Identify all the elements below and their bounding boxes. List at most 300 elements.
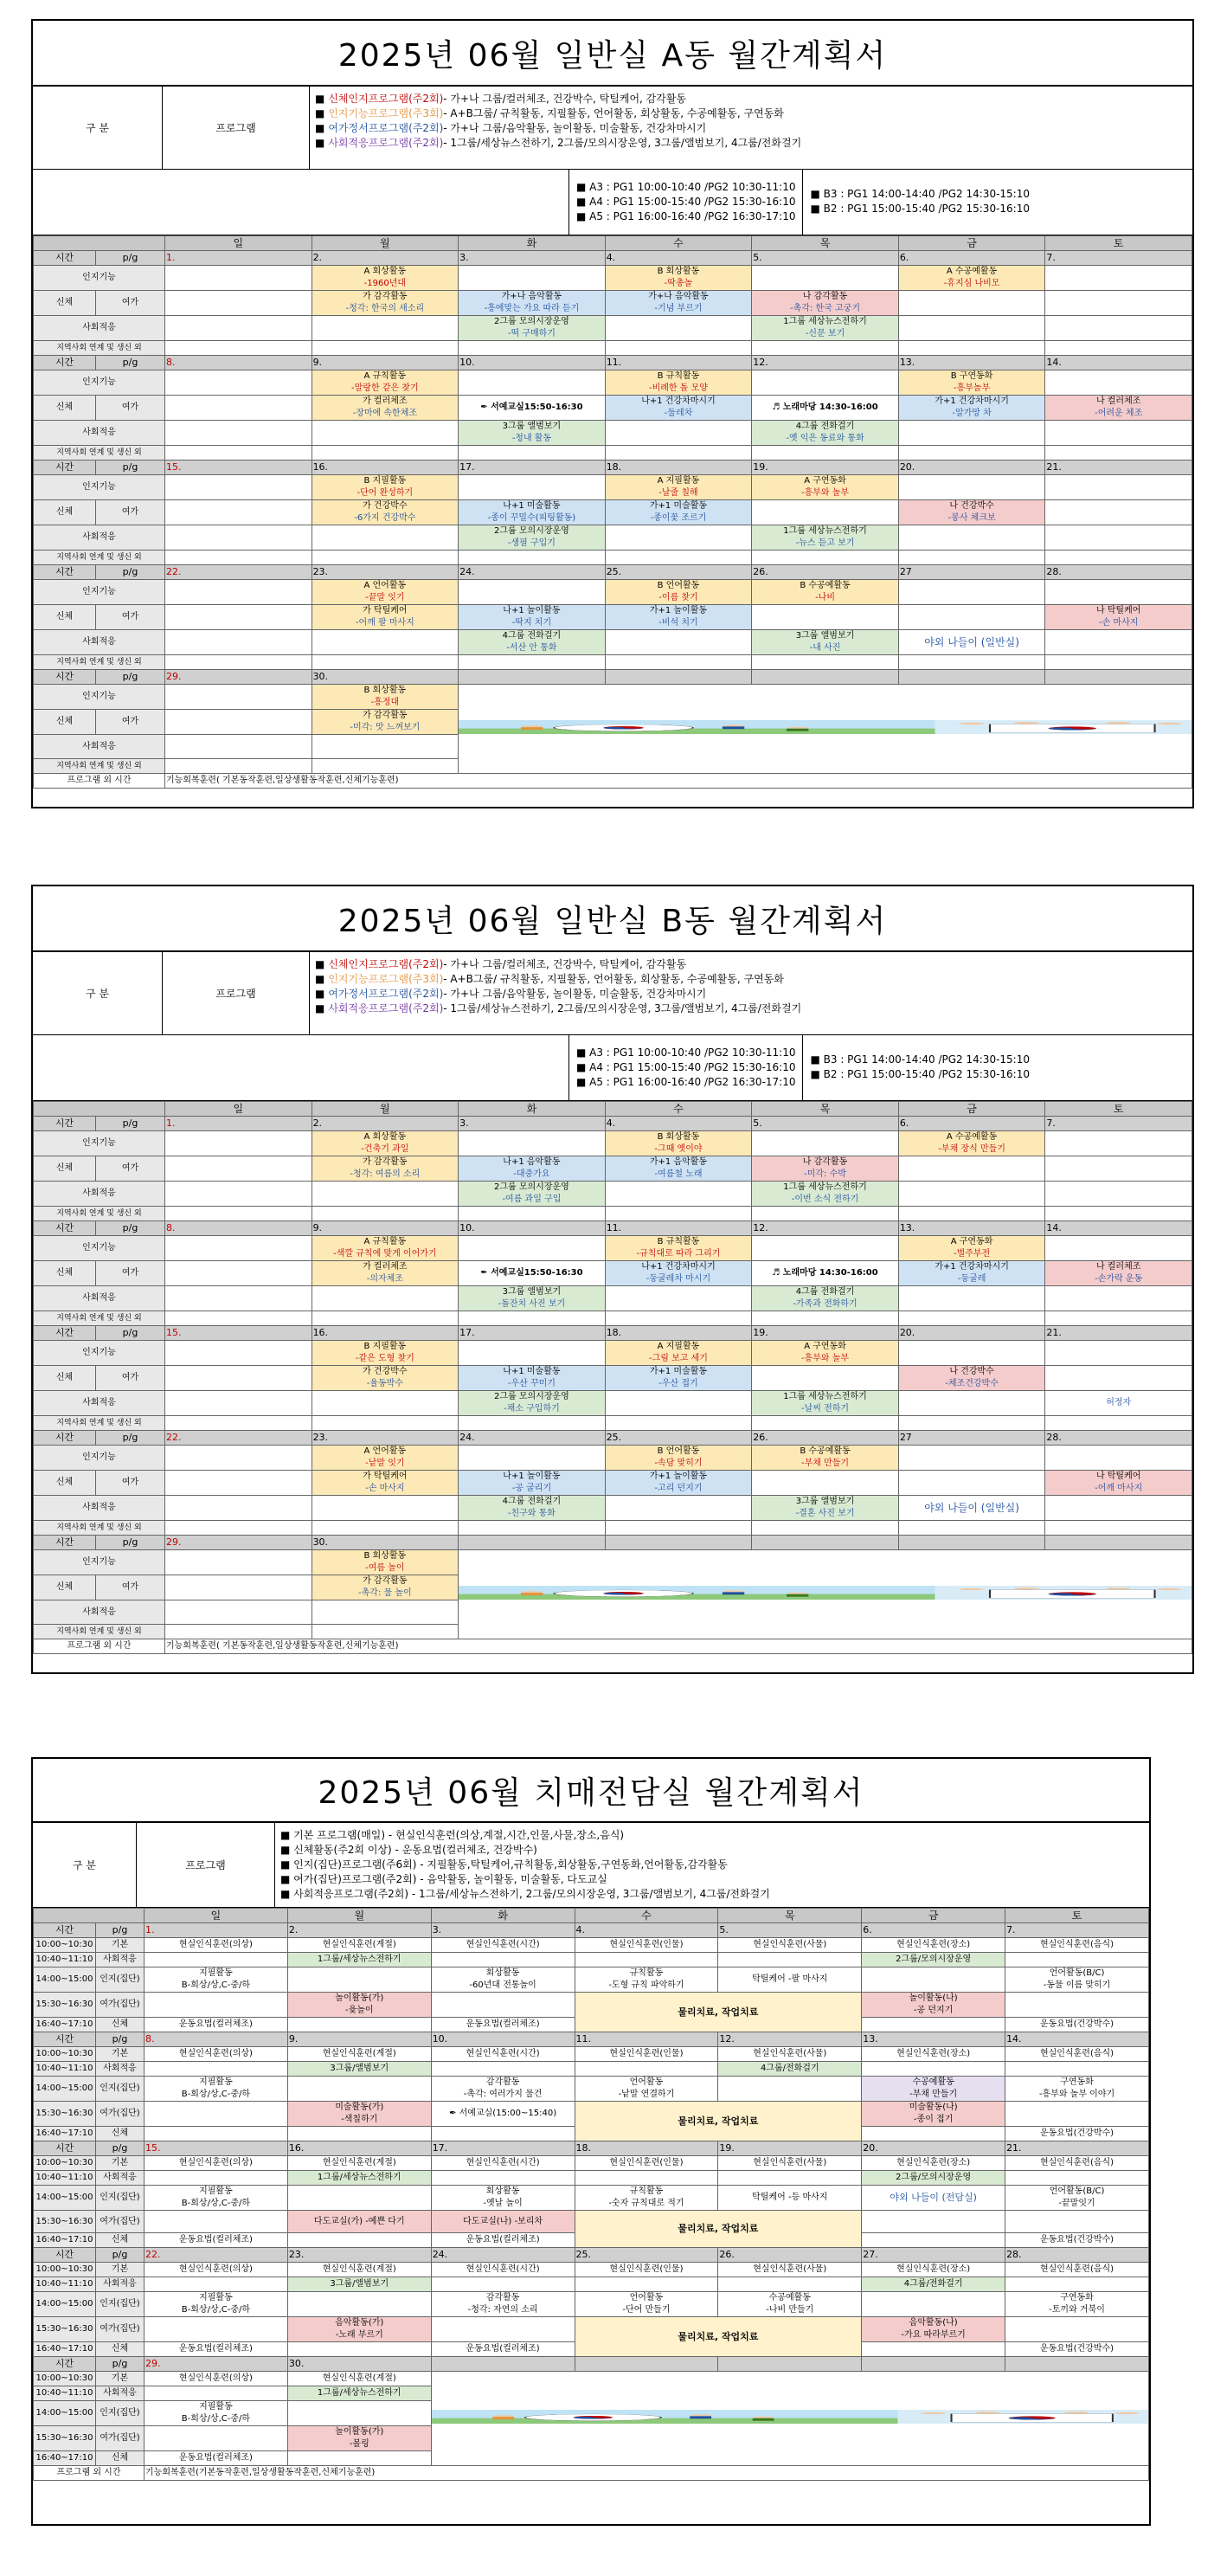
community-cell	[898, 341, 1045, 356]
activity-cell	[312, 1366, 459, 1391]
leisure-label: 여가(집단)	[96, 1993, 145, 2018]
time-label: 시간	[34, 251, 96, 266]
pg-label: p/g	[96, 2357, 145, 2372]
activity-title: A 언어활동	[363, 1446, 407, 1456]
activity-title: 나+1 건강차마시기	[641, 1262, 716, 1272]
cog-label: 인지(집단)	[96, 2186, 145, 2211]
basic-label: 기본	[96, 2047, 145, 2062]
sheet-a	[31, 19, 1194, 808]
activity-title: 가+나 음악활동	[648, 292, 709, 301]
date-cell: 10.	[459, 356, 606, 370]
activity-cell	[165, 710, 312, 735]
date-cell: 4.	[605, 1117, 752, 1131]
community-cell	[1045, 446, 1192, 460]
activity-cell: 회상활동 -옛날 놀이	[431, 2186, 575, 2211]
activity-cell	[898, 500, 1045, 525]
activity-title: 가 건강박수	[363, 501, 408, 511]
weekday-5: 금	[862, 1909, 1005, 1923]
activity-cell	[165, 291, 312, 316]
activity-cell	[459, 1236, 606, 1261]
activity-cell	[145, 1953, 288, 1967]
activity-cell	[312, 710, 459, 735]
date-cell: 29.	[145, 2357, 288, 2372]
date-cell: 11.	[575, 2032, 718, 2047]
activity-title: 3그룹 앨범보기	[795, 1497, 855, 1506]
community-cell	[898, 655, 1045, 670]
activity-cell: 음악활동(가) -노래 부르기	[287, 2317, 431, 2342]
activity-cell	[287, 2342, 431, 2357]
date-cell: 9.	[312, 1221, 459, 1236]
activity-cell	[287, 2127, 431, 2141]
community-cell	[165, 1416, 312, 1431]
date-cell: 24.	[459, 565, 606, 580]
activity-title: B 언어활동	[657, 1446, 700, 1456]
leisure-label: 여가	[96, 1366, 165, 1391]
activity-title: B 언어활동	[657, 581, 700, 590]
activity-cell	[862, 2211, 1005, 2233]
program-item: ■ 인지(집단)프로그램(주6회) - 지필활동,탁틸케어,규칙활동,회상활동,구연동화,언어활동,감각활동	[280, 1858, 728, 1871]
activity-cell	[165, 1496, 312, 1521]
cognitive-row	[34, 1550, 1192, 1575]
basic-row	[34, 1938, 1149, 1953]
activity-detail: -내 사진	[809, 643, 841, 653]
activity-cell	[1045, 396, 1192, 421]
activity-title: 가 감각활동	[363, 711, 408, 720]
activity-detail: -낱말 잇기	[365, 1459, 405, 1468]
slot-time: 14:00~15:00	[34, 2077, 96, 2102]
activity-detail: -손 마사지	[365, 1484, 405, 1493]
activity-detail: -날줄 칠해	[658, 488, 698, 498]
activity-title: A 지필활동	[657, 476, 700, 486]
activity-title: 가+1 놀이활동	[649, 1472, 708, 1481]
activity-cell	[459, 316, 606, 341]
social-row	[34, 1496, 1192, 1521]
community-cell	[1045, 1207, 1192, 1221]
community-cell	[459, 1521, 606, 1536]
community-cell	[605, 1207, 752, 1221]
activity-cell	[752, 1391, 899, 1416]
activity-cell	[165, 396, 312, 421]
activity-cell	[459, 580, 606, 605]
activity-cell	[1045, 316, 1192, 341]
program-name: 사회적응프로그램(주2회)	[328, 137, 444, 149]
date-cell: 26.	[752, 1431, 899, 1446]
program-row	[33, 87, 1192, 170]
activity-detail: -기념 부르기	[654, 304, 703, 313]
activity-title: 나 감각활동	[802, 292, 848, 301]
activity-cell	[165, 316, 312, 341]
time-label: 시간	[34, 1117, 96, 1131]
activity-cell	[165, 1366, 312, 1391]
physical-label: 신체	[34, 605, 96, 630]
time-label: 시간	[34, 1326, 96, 1341]
activity-cell	[605, 370, 752, 396]
activity-cell: 운동요법(건강박수)	[1005, 2127, 1149, 2141]
date-cell: 12.	[752, 356, 899, 370]
social-row	[34, 630, 1192, 655]
activity-cell	[165, 1236, 312, 1261]
weekday-6: 토	[1045, 1102, 1192, 1117]
activity-cell	[718, 2277, 862, 2292]
community-cell	[752, 1311, 899, 1326]
activity-cell	[312, 475, 459, 500]
cognitive-label: 인지기능	[34, 1236, 165, 1261]
activity-detail: -청내 활동	[511, 434, 552, 443]
community-label: 지역사회 연계 및 생신 외	[34, 1311, 165, 1326]
leisure-label: 여가	[96, 500, 165, 525]
activity-cell	[431, 1953, 575, 1967]
activity-cell	[287, 2233, 431, 2248]
slot-time: 14:00~15:00	[34, 1967, 96, 1993]
activity-title: A 구연동화	[950, 1237, 993, 1246]
slot-time: 15:30~16:30	[34, 2211, 96, 2233]
times-right	[802, 1035, 1037, 1100]
activity-cell	[1045, 475, 1192, 500]
slot-time: 16:40~17:10	[34, 2233, 96, 2248]
activity-cell	[459, 370, 606, 396]
activity-detail: -규칙대로 따라 그리기	[636, 1249, 721, 1259]
activity-cell	[165, 1341, 312, 1366]
activity-title: B 규칙활동	[657, 371, 700, 381]
activity-detail: -우산 꾸미기	[507, 1379, 556, 1388]
community-cell	[752, 1207, 899, 1221]
activity-cell	[752, 1236, 899, 1261]
date-row	[34, 1923, 1149, 1938]
cognitive-label: 인지기능	[34, 685, 165, 710]
activity-cell	[605, 605, 752, 630]
phy-label: 신체	[96, 2233, 145, 2248]
slot-time: 10:00~10:30	[34, 2263, 96, 2277]
time-line: ■ A4 : PG1 15:00-15:40 /PG2 15:30-16:10	[576, 196, 796, 208]
activity-cell	[752, 1471, 899, 1496]
community-cell	[312, 551, 459, 565]
date-cell: 22.	[165, 565, 312, 580]
activity-cell: 지필활동 B-회상/상,C-중/하	[145, 2292, 288, 2317]
program-item: ■ 여가정서프로그램(주2회) - 가+나 그룹/음악활동, 놀이활동, 미술활동, 건강차마시기	[315, 988, 707, 1000]
times-blank	[33, 170, 569, 235]
date-cell: 21.	[1045, 460, 1192, 475]
community-cell	[898, 1311, 1045, 1326]
program-name: 신체인지프로그램(주2회)	[328, 958, 444, 970]
date-cell: 30.	[312, 670, 459, 685]
time-line: ■ A5 : PG1 16:00-16:40 /PG2 16:30-17:10	[576, 210, 796, 222]
activity-cell	[145, 2277, 288, 2292]
time-label: 시간	[34, 1536, 96, 1550]
community-cell	[752, 1416, 899, 1431]
page-title: 2025년 06월 일반실 A동 월간계획서	[337, 37, 888, 74]
illustration-cell	[431, 2372, 1148, 2466]
activity-cell	[165, 630, 312, 655]
date-cell: 3.	[431, 1923, 575, 1938]
leisure-label: 여가(집단)	[96, 2426, 145, 2451]
basic-label: 기본	[96, 2263, 145, 2277]
cognitive-row	[34, 580, 1192, 605]
community-cell	[898, 446, 1045, 460]
weekday-6: 토	[1045, 236, 1192, 251]
date-cell: 15.	[145, 2141, 288, 2156]
activity-title: 야외 나들이 (일반실)	[924, 1502, 1019, 1514]
date-cell: 15.	[165, 1326, 312, 1341]
schedule-times-row	[33, 170, 1192, 235]
illustration-cell	[459, 685, 1192, 774]
activity-title: 가 컬러체조	[363, 396, 408, 406]
activity-cell	[898, 1261, 1045, 1286]
music-note-icon: ♬	[772, 1268, 783, 1278]
activity-cell	[605, 630, 752, 655]
date-cell: 29.	[165, 1536, 312, 1550]
activity-cell: 현실인식훈련(인물)	[575, 1938, 718, 1953]
date-cell	[1005, 2357, 1149, 2372]
activity-cell: 운동요법(건강박수)	[1005, 2342, 1149, 2357]
date-cell: 20.	[898, 1326, 1045, 1341]
date-cell: 28.	[1045, 565, 1192, 580]
date-cell: 7.	[1045, 1117, 1192, 1131]
slot-time: 16:40~17:10	[34, 2127, 96, 2141]
social-label: 사회적응	[34, 1391, 165, 1416]
activity-detail: -청각: 한국의 새소리	[345, 304, 425, 313]
community-cell	[459, 446, 606, 460]
basic-row	[34, 2263, 1149, 2277]
date-row	[34, 2141, 1149, 2156]
physical-label: 신체	[34, 710, 96, 735]
pg-label: p/g	[96, 1326, 165, 1341]
activity-cell	[1045, 605, 1192, 630]
date-cell: 1.	[145, 1923, 288, 1938]
category-header: 구 분	[33, 1823, 137, 1907]
activity-cell	[752, 370, 899, 396]
time-line: ■ A3 : PG1 10:00-10:40 /PG2 10:30-11:10	[576, 181, 796, 193]
activity-cell	[605, 1182, 752, 1207]
activity-title: A 회상활동	[363, 1132, 407, 1142]
activity-detail: -단어 완성하기	[356, 488, 414, 498]
time-label: 시간	[34, 2032, 96, 2047]
community-cell	[1045, 341, 1192, 356]
activity-title: 나 건강박수	[949, 1367, 994, 1376]
date-cell: 3.	[459, 1117, 606, 1131]
date-cell: 17.	[431, 2141, 575, 2156]
activity-cell: 현실인식훈련(장소)	[862, 1938, 1005, 1953]
date-cell	[718, 2357, 862, 2372]
physical-row	[34, 1261, 1192, 1286]
leisure-label: 여가	[96, 605, 165, 630]
community-cell	[898, 551, 1045, 565]
activity-title: 나 감각활동	[802, 1157, 848, 1167]
activity-title	[753, 1267, 897, 1279]
slot-time: 15:30~16:30	[34, 2426, 96, 2451]
date-cell	[898, 1536, 1045, 1550]
activity-detail: -종이꽃 조르기	[650, 513, 707, 523]
activity-cell	[145, 2386, 288, 2401]
leisure-row	[34, 2317, 1149, 2342]
date-cell: 24.	[431, 2248, 575, 2263]
activity-cell: 현실인식훈련(사물)	[718, 2047, 862, 2062]
activity-cell: 미술활동(가) -색칠하기	[287, 2102, 431, 2127]
date-cell: 2.	[312, 1117, 459, 1131]
activity-detail: -나비	[815, 593, 835, 602]
date-cell: 18.	[605, 1326, 752, 1341]
activity-cell	[575, 2062, 718, 2077]
slot-time: 16:40~17:10	[34, 2451, 96, 2466]
community-cell	[312, 1207, 459, 1221]
physical-row	[34, 605, 1192, 630]
community-cell	[1045, 655, 1192, 670]
activity-cell	[752, 500, 899, 525]
activity-detail: -미각: 수박	[804, 1169, 846, 1179]
activity-title: 가+1 음악활동	[649, 1157, 708, 1167]
weekday-4: 목	[718, 1909, 862, 1923]
activity-cell: 감각활동 -청각: 자연의 소리	[431, 2292, 575, 2317]
time-line: ■ B3 : PG1 14:00-14:40 /PG2 14:30-15:10	[810, 1053, 1030, 1066]
soc-label: 사회적응	[96, 2277, 145, 2292]
activity-cell	[752, 1182, 899, 1207]
activity-title: 1그룹 세상뉴스전하기	[783, 1392, 867, 1401]
sheet-c-title-row	[33, 1759, 1149, 1823]
date-cell: 14.	[1045, 1221, 1192, 1236]
date-cell: 19.	[752, 460, 899, 475]
social-row	[34, 421, 1192, 446]
activity-cell	[1045, 1286, 1192, 1311]
cognitive-row	[34, 1131, 1192, 1156]
activity-detail: -청각: 여름의 소리	[350, 1169, 421, 1179]
activity-detail: -둥굴레	[957, 1274, 986, 1284]
activity-cell: 현실인식훈련(계절)	[287, 2047, 431, 2062]
weekday-2: 화	[459, 1102, 606, 1117]
activity-title: 4그룹 전화걸기	[795, 1287, 855, 1297]
date-cell: 16.	[312, 460, 459, 475]
community-cell	[312, 1416, 459, 1431]
activity-cell	[145, 2171, 288, 2186]
weekday-6: 토	[1005, 1909, 1149, 1923]
times-right	[802, 170, 1037, 235]
activity-cell	[605, 1156, 752, 1182]
soc-label: 사회적응	[96, 2062, 145, 2077]
cognitive-row	[34, 1341, 1192, 1366]
activity-detail: -신문 보기	[805, 329, 845, 338]
activity-detail: -이름 찾기	[658, 593, 698, 602]
korean-flag-children-illustration	[432, 2410, 1148, 2424]
social-label: 사회적응	[34, 316, 165, 341]
activity-cell	[145, 2317, 288, 2342]
activity-cell	[312, 1575, 459, 1600]
activity-detail: -알가망 차	[952, 409, 992, 418]
activity-cell	[898, 1391, 1045, 1416]
activity-cell: 탁틸케어 -등 마사지	[718, 2186, 862, 2211]
cognitive-label: 인지기능	[34, 370, 165, 396]
program-header: 프로그램	[137, 1823, 275, 1907]
slot-time: 15:30~16:30	[34, 2102, 96, 2127]
date-cell: 8.	[165, 356, 312, 370]
activity-cell	[431, 2127, 575, 2141]
date-cell: 23.	[312, 565, 459, 580]
community-label: 지역사회 연계 및 생신 외	[34, 1521, 165, 1536]
activity-title: 가 감각활동	[363, 292, 408, 301]
activity-cell	[1045, 1496, 1192, 1521]
program-item: ■ 신체인지프로그램(주2회) - 가+나 그룹/컬러체조, 건강박수, 탁틸케어, 감각활동	[315, 958, 687, 970]
activity-cell	[605, 1341, 752, 1366]
page-title: 2025년 06월 치매전담실 월간계획서	[318, 1774, 864, 1811]
activity-cell	[1005, 2171, 1149, 2186]
community-row	[34, 1416, 1192, 1431]
date-cell: 1.	[165, 1117, 312, 1131]
activity-cell	[605, 525, 752, 551]
activity-cell: 현실인식훈련(계절)	[287, 2263, 431, 2277]
activity-cell: 3그룹/앨범보기	[287, 2062, 431, 2077]
activity-cell	[312, 525, 459, 551]
community-label: 지역사회 연계 및 생신 외	[34, 759, 165, 774]
community-cell	[459, 1207, 606, 1221]
cognitive-label: 인지기능	[34, 475, 165, 500]
activity-detail: -별주부전	[953, 1249, 991, 1259]
leisure-row	[34, 2102, 1149, 2127]
program-desc: - 가+나 그룹/컬러체조, 건강박수, 탁틸케어, 감각활동	[443, 93, 687, 105]
activity-cell	[165, 1182, 312, 1207]
activity-title: 가+1 미술활동	[649, 1367, 708, 1376]
community-cell	[312, 759, 459, 774]
activity-cell	[1005, 1993, 1149, 2018]
activity-title: B 수공예활동	[800, 1446, 851, 1456]
activity-cell	[752, 316, 899, 341]
program-desc: - 가+나 그룹/음악활동, 놀이활동, 미술활동, 건강차마시기	[443, 122, 707, 134]
date-cell: 17.	[459, 1326, 606, 1341]
activity-title: 2그룹 모의시장운영	[493, 526, 569, 536]
community-cell	[312, 655, 459, 670]
community-row	[34, 1207, 1192, 1221]
community-cell	[165, 655, 312, 670]
date-row	[34, 2032, 1149, 2047]
community-cell	[165, 551, 312, 565]
activity-cell	[312, 1182, 459, 1207]
month-table	[33, 1908, 1149, 2481]
activity-cell	[898, 1446, 1045, 1471]
community-cell	[165, 1625, 312, 1639]
community-cell	[165, 1521, 312, 1536]
date-row	[34, 460, 1192, 475]
pg-label: p/g	[96, 251, 165, 266]
community-cell	[752, 1521, 899, 1536]
community-cell	[459, 655, 606, 670]
therapy-cell: 물리치료, 작업치료	[575, 2102, 862, 2141]
activity-cell	[718, 2171, 862, 2186]
program-name: 여가정서프로그램(주2회)	[328, 122, 444, 134]
activity-cell	[605, 316, 752, 341]
cog-label: 인지(집단)	[96, 2077, 145, 2102]
date-row	[34, 1431, 1192, 1446]
leisure-label: 여가	[96, 1575, 165, 1600]
activity-title: B 규칙활동	[657, 1237, 700, 1246]
community-cell	[165, 1207, 312, 1221]
weekday-3: 수	[575, 1909, 718, 1923]
activity-cell	[605, 1236, 752, 1261]
slot-time: 10:00~10:30	[34, 2047, 96, 2062]
time-label: 시간	[34, 670, 96, 685]
activity-cell: 2그룹/모의시장운영	[862, 2171, 1005, 2186]
activity-cell	[459, 1261, 606, 1286]
date-cell: 18.	[605, 460, 752, 475]
community-cell	[1045, 1521, 1192, 1536]
activity-cell	[431, 2277, 575, 2292]
activity-cell	[605, 1286, 752, 1311]
cognitive-label: 인지기능	[34, 1550, 165, 1575]
activity-detail: -서산 안 통화	[506, 643, 557, 653]
date-cell: 1.	[165, 251, 312, 266]
activity-cell	[1045, 1341, 1192, 1366]
community-cell	[165, 759, 312, 774]
activity-cell	[459, 421, 606, 446]
date-cell: 26.	[752, 565, 899, 580]
pg-label: p/g	[96, 1117, 165, 1131]
activity-cell	[898, 1236, 1045, 1261]
activity-cell	[898, 1366, 1045, 1391]
